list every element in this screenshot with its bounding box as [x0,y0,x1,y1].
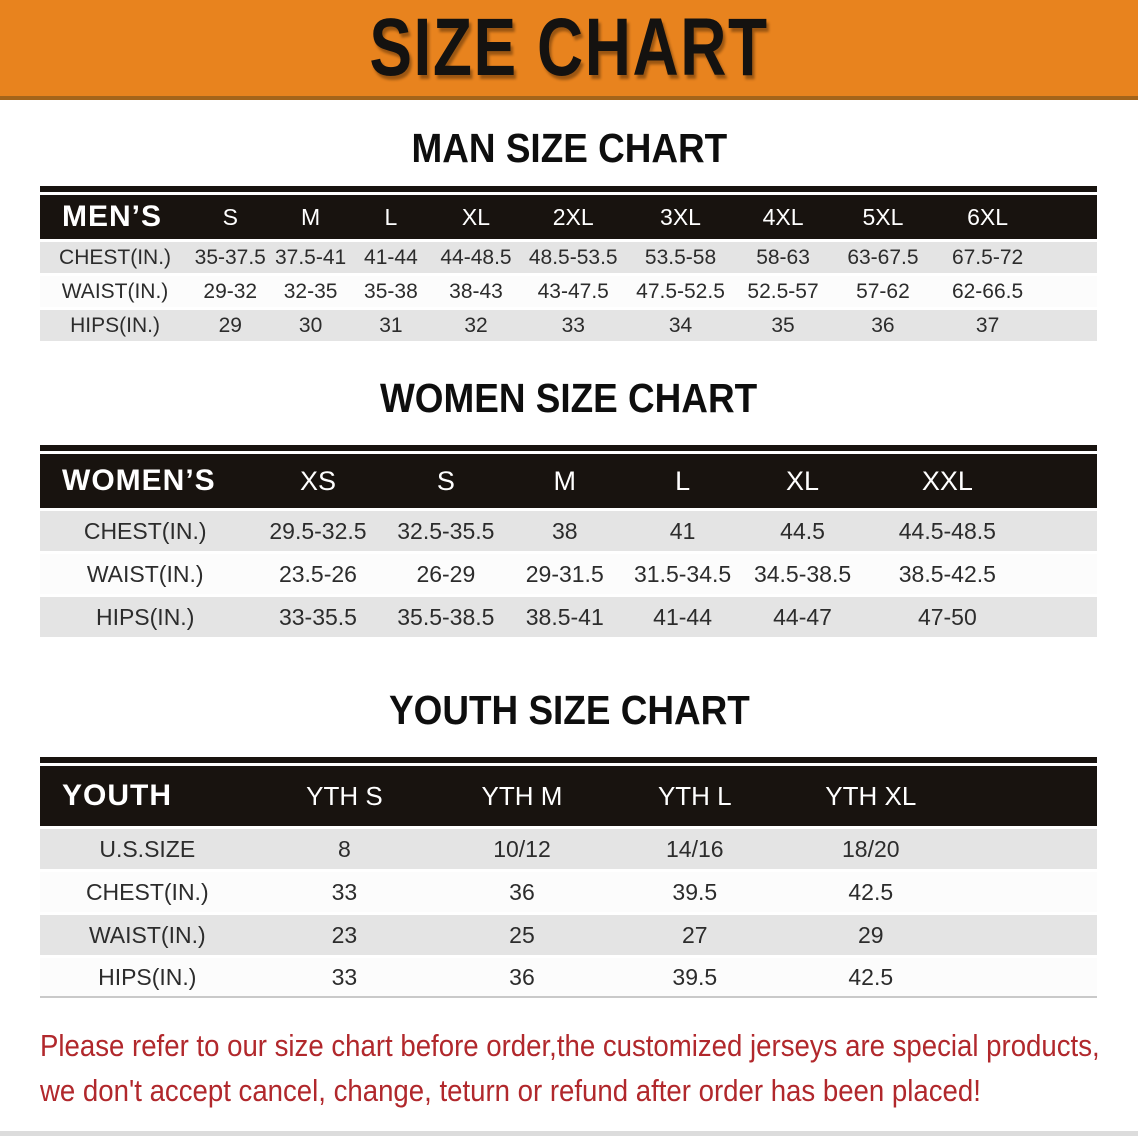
size-value-cell: 38.5-42.5 [863,554,1031,594]
size-value-cell: 10/12 [434,829,609,869]
filler-cell [1040,195,1097,239]
size-value-cell: 33 [255,958,435,998]
size-value-cell: 39.5 [610,872,780,912]
size-col-header: L [351,195,431,239]
size-value-cell: 33 [521,310,626,341]
table-row [40,310,1097,341]
size-value-cell: 38 [506,511,623,551]
men-header-row [40,195,1097,239]
size-col-header: L [623,454,741,508]
size-value-cell: 30 [270,310,350,341]
size-col-header: XS [250,454,385,508]
size-value-cell: 57-62 [831,276,936,307]
table-row [40,276,1097,307]
table-row [40,872,1097,912]
filler-cell [1031,554,1097,594]
size-value-cell: 36 [434,958,609,998]
size-col-header: XL [742,454,864,508]
size-col-header: M [506,454,623,508]
filler-cell [1040,310,1097,341]
size-value-cell: 52.5-57 [735,276,830,307]
row-label: U.S.SIZE [40,829,255,869]
size-value-cell: 18/20 [780,829,962,869]
size-col-header: 6XL [935,195,1040,239]
size-value-cell: 8 [255,829,435,869]
women-corner-label: WOMEN’S [40,454,250,508]
size-value-cell: 38.5-41 [506,597,623,637]
table-row [40,242,1097,273]
size-value-cell: 44-48.5 [431,242,521,273]
table-row [40,958,1097,998]
size-value-cell: 32.5-35.5 [386,511,506,551]
size-value-cell: 32-35 [270,276,350,307]
size-value-cell: 14/16 [610,829,780,869]
men-size-table [40,183,1097,344]
size-value-cell: 47-50 [863,597,1031,637]
size-value-cell: 41-44 [623,597,741,637]
row-label: HIPS(IN.) [40,958,255,998]
size-value-cell: 25 [434,915,609,955]
youth-header-row [40,766,1097,826]
size-value-cell: 48.5-53.5 [521,242,626,273]
size-value-cell: 31.5-34.5 [623,554,741,594]
size-value-cell: 29-31.5 [506,554,623,594]
size-value-cell: 35-38 [351,276,431,307]
table-row [40,829,1097,869]
size-col-header: YTH XL [780,766,962,826]
size-value-cell: 29-32 [190,276,270,307]
size-value-cell: 47.5-52.5 [626,276,736,307]
filler-cell [962,829,1097,869]
size-col-header: M [270,195,350,239]
size-value-cell: 43-47.5 [521,276,626,307]
size-value-cell: 23 [255,915,435,955]
size-value-cell: 44-47 [742,597,864,637]
table-row [40,915,1097,955]
filler-cell [962,766,1097,826]
size-value-cell: 27 [610,915,780,955]
filler-cell [962,915,1097,955]
size-col-header: 2XL [521,195,626,239]
row-label: CHEST(IN.) [40,242,190,273]
size-value-cell: 31 [351,310,431,341]
women-section-heading: WOMEN SIZE CHART [380,375,758,421]
size-value-cell: 41 [623,511,741,551]
size-value-cell: 39.5 [610,958,780,998]
size-value-cell: 36 [831,310,936,341]
filler-cell [962,872,1097,912]
size-value-cell: 35.5-38.5 [386,597,506,637]
size-value-cell: 62-66.5 [935,276,1040,307]
disclaimer-line-1: Please refer to our size chart before order,the customized jerseys are special products, [40,1028,1100,1063]
row-label: WAIST(IN.) [40,276,190,307]
page-title: SIZE CHART [369,2,769,93]
size-col-header: YTH L [610,766,780,826]
filler-cell [1040,242,1097,273]
size-value-cell: 67.5-72 [935,242,1040,273]
size-col-header: YTH S [255,766,435,826]
row-label: CHEST(IN.) [40,872,255,912]
size-value-cell: 35-37.5 [190,242,270,273]
size-value-cell: 23.5-26 [250,554,385,594]
youth-corner-label: YOUTH [40,766,255,826]
table-top-rule [40,445,1097,451]
size-col-header: S [190,195,270,239]
disclaimer-note [40,1023,1138,1113]
size-value-cell: 58-63 [735,242,830,273]
size-value-cell: 26-29 [386,554,506,594]
filler-cell [962,958,1097,998]
size-col-header: 4XL [735,195,830,239]
row-label: HIPS(IN.) [40,597,250,637]
row-label: WAIST(IN.) [40,554,250,594]
size-col-header: 5XL [831,195,936,239]
women-header-row [40,454,1097,508]
filler-cell [1031,597,1097,637]
men-section-heading: MAN SIZE CHART [411,125,727,171]
filler-cell [1031,511,1097,551]
disclaimer-line-2: we don't accept cancel, change, teturn or refund after order has been placed! [40,1073,981,1108]
size-value-cell: 32 [431,310,521,341]
filler-cell [1031,454,1097,508]
size-col-header: S [386,454,506,508]
row-label: CHEST(IN.) [40,511,250,551]
size-value-cell: 44.5 [742,511,864,551]
table-row [40,597,1097,637]
youth-section-heading: YOUTH SIZE CHART [388,687,750,733]
size-col-header: 3XL [626,195,736,239]
men-corner-label: MEN’S [40,195,190,239]
table-top-rule [40,186,1097,192]
size-value-cell: 53.5-58 [626,242,736,273]
row-label: WAIST(IN.) [40,915,255,955]
youth-size-table [40,754,1097,1001]
size-value-cell: 35 [735,310,830,341]
size-value-cell: 44.5-48.5 [863,511,1031,551]
filler-cell [1040,276,1097,307]
size-value-cell: 37.5-41 [270,242,350,273]
size-value-cell: 42.5 [780,872,962,912]
row-label: HIPS(IN.) [40,310,190,341]
size-value-cell: 37 [935,310,1040,341]
size-col-header: XXL [863,454,1031,508]
size-value-cell: 34.5-38.5 [742,554,864,594]
size-value-cell: 36 [434,872,609,912]
table-row [40,511,1097,551]
women-size-table [40,442,1097,640]
banner [0,0,1138,100]
size-value-cell: 63-67.5 [831,242,936,273]
size-value-cell: 29.5-32.5 [250,511,385,551]
size-col-header: XL [431,195,521,239]
size-value-cell: 41-44 [351,242,431,273]
size-value-cell: 33 [255,872,435,912]
size-value-cell: 33-35.5 [250,597,385,637]
table-top-rule [40,757,1097,763]
size-value-cell: 42.5 [780,958,962,998]
size-value-cell: 34 [626,310,736,341]
size-col-header: YTH M [434,766,609,826]
size-value-cell: 29 [780,915,962,955]
table-row [40,554,1097,594]
size-value-cell: 38-43 [431,276,521,307]
size-value-cell: 29 [190,310,270,341]
